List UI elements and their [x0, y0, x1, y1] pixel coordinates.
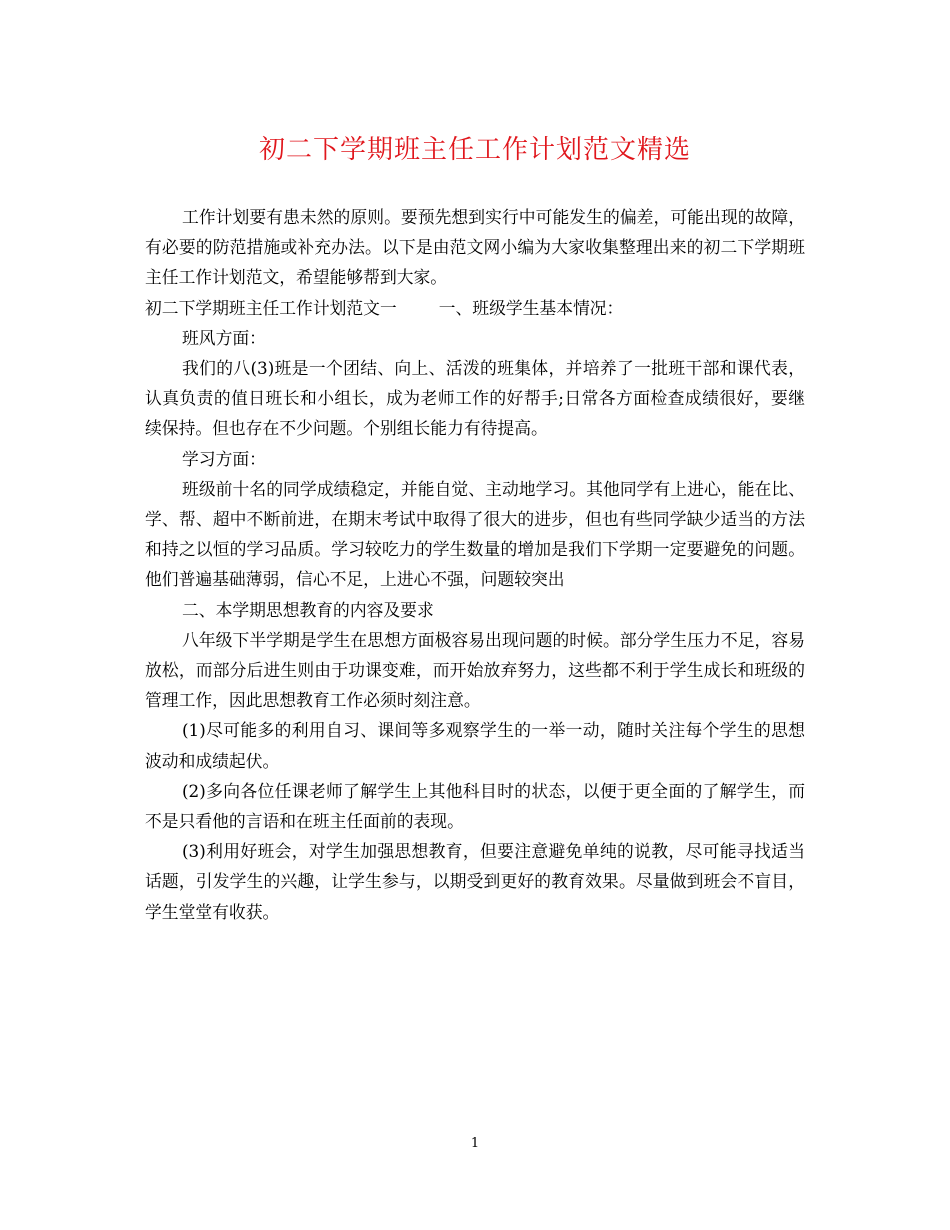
study-paragraph: 班级前十名的同学成绩稳定，并能自觉、主动地学习。其他同学有上进心，能在比、学、帮、超中不断前进，在期末考试中取得了很大的进步，但也有些同学缺少适当的方法和持之以恒的学习品质。学习较吃力的学生数量的增加是我们下学期一定要避免的问题。他们普遍基础薄弱，信心不足，上进心不强，问题较突出	[145, 478, 805, 590]
intro-paragraph: 工作计划要有患未然的原则。要预先想到实行中可能发生的偏差，可能出现的故障，有必要的防范措施或补充办法。以下是由范文网小编为大家收集整理出来的初二下学期班主任工作计划范文，希望能够帮到大家。	[145, 207, 805, 288]
sample-heading: 初二下学期班主任工作计划范文一	[145, 297, 397, 318]
document-body	[145, 202, 805, 927]
study-heading: 学习方面：	[182, 448, 266, 469]
section2-heading: 二、本学期思想教育的内容及要求	[182, 599, 434, 620]
section1-heading: 一、班级学生基本情况：	[438, 297, 624, 318]
class-style-heading: 班风方面：	[182, 327, 266, 348]
page-title: 初二下学期班主任工作计划范文精选	[258, 135, 691, 165]
class-style-paragraph: 我们的八(3)班是一个团结、向上、活泼的班集体，并培养了一批班干部和课代表，认真负责的值日班长和小组长，成为老师工作的好帮手;日常各方面检查成绩很好，要继续保持。但也存在不少问题。个别组长能力有待提高。	[145, 358, 805, 439]
sample-heading-line	[145, 293, 805, 323]
list-item-2: (2)多向各位任课老师了解学生上其他科目时的状态，以便于更全面的了解学生，而不是只看他的言语和在班主任面前的表现。	[145, 780, 805, 832]
section2-paragraph: 八年级下半学期是学生在思想方面极容易出现问题的时候。部分学生压力不足，容易放松，而部分后进生则由于功课变难，而开始放弃努力，这些都不利于学生成长和班级的管理工作，因此思想教育工作必须时刻注意。	[145, 629, 805, 711]
list-item-1: (1)尽可能多的利用自习、课间等多观察学生的一举一动，随时关注每个学生的思想波动和成绩起伏。	[145, 720, 805, 771]
list-item-3: (3)利用好班会，对学生加强思想教育，但要注意避免单纯的说教，尽可能寻找适当话题，引发学生的兴趣，让学生参与，以期受到更好的教育效果。尽量做到班会不盲目，学生堂堂有收获。	[145, 841, 805, 922]
page-number: 1	[470, 1136, 480, 1151]
